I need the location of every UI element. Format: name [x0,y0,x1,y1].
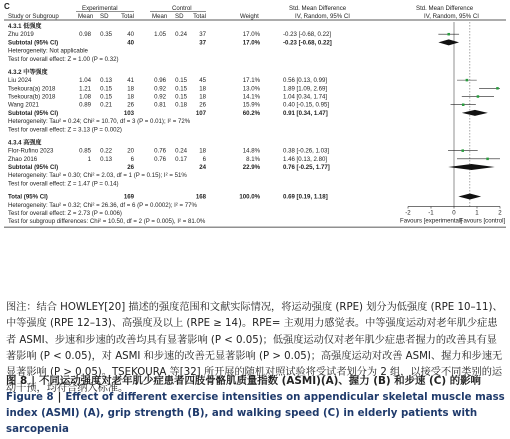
cell-c-sd: 0.15 [175,93,187,101]
study-marker [447,33,450,36]
total-heterogeneity: Heterogeneity: Tau² = 0.32; Chi² = 26.36, df = 6 (P = 0.0002); I² = 77% [8,201,197,209]
header-total-e: Total [121,13,134,20]
study-marker [466,79,469,82]
header-smd-plot: Std. Mean Difference [416,5,474,12]
cell-weight: 17.0% [242,31,260,39]
x-tick-label: 1 [475,209,479,217]
study-name: Zhao 2016 [8,155,38,163]
subtotal-c-total: 37 [199,39,206,47]
study-name: Flor-Rufino 2023 [8,147,54,155]
cell-ci: 0.56 [0.13, 0.99] [283,77,328,85]
heterogeneity-text: Heterogeneity: Tau² = 0.30; Chi² = 2.03, df = 1 (P = 0.15); I² = 51% [8,172,187,180]
cell-e-sd: 0.22 [100,147,112,155]
cell-e-mean: 1.08 [79,93,91,101]
cell-e-total: 6 [130,155,134,163]
cell-c-mean: 0.81 [154,101,166,109]
cell-e-total: 40 [127,31,134,39]
cell-c-mean: 0.96 [154,77,166,85]
cell-c-mean: 1.05 [154,31,166,39]
x-tick-label: -2 [405,209,411,217]
cell-c-sd: 0.18 [175,101,187,109]
header-total-c: Total [193,13,206,20]
cell-c-mean: 0.92 [154,93,166,101]
subtotal-weight: 22.9% [242,164,260,172]
x-tick-label: -1 [428,209,434,217]
subtotal-label: Subtotal (95% CI) [8,164,59,172]
x-tick-label: 2 [498,209,502,217]
cell-e-mean: 0.85 [79,147,91,155]
header-ci-method: IV, Random, 95% CI [295,13,350,20]
cell-weight: 15.9% [242,101,260,109]
cell-weight: 17.1% [242,77,260,85]
cell-c-total: 18 [199,93,206,101]
subtotal-label: Subtotal (95% CI) [8,39,59,47]
figure-note: 图注：结合 HOWLEY[20] 描述的强度范围和文献实际情况，将运动强度 (RPE) 划分为低强度 (RPE 10–11)、中等强度 (RPE 12–13)、高强度及以上 (RPE ≥ 14)。RPE= 主观用力感觉表。中等强度运动对老年肌少症患者 ASMI、步速和步速的改善均具有显著影响 (P < 0.05)；低强度运动仅对老年肌少症患者握力的改善具有显著影响 (P < 0.05)，对 ASMI 和步速的改善无显著影响 (P > 0.05)；高强度运动对改善 ASMI、握力和步速无显著影响 (P > 0.05)。TSEKOURA 等[32] 所开展的随机对照试验将受试者划分为 2 组，以接受不同类别的运动干预，均符合纳入标准。 [6,302,503,395]
panel-label: C [4,2,10,11]
header-weight: Weight [240,13,259,20]
cell-c-mean: 0.92 [154,85,166,93]
subtotal-e-total: 26 [127,164,134,172]
total-ci: 0.69 [0.19, 1.18] [283,193,328,201]
subgroup-title: 4.3.2 中等强度 [8,68,48,76]
study-name: Wang 2021 [8,101,39,109]
study-marker [496,87,499,90]
cell-e-sd: 0.35 [100,31,112,39]
cell-e-total: 18 [127,93,134,101]
figure-label-en: Figure 8 [6,392,54,403]
subtotal-diamond [462,110,488,116]
total-e-total: 169 [123,193,134,201]
cell-e-sd: 0.13 [100,77,112,85]
cell-c-total: 26 [199,101,206,109]
cell-e-mean: 1 [87,155,91,163]
figure-title-zh: 图 8 | 不同运动强度对老年肌少症患者四肢骨骼肌质量指数 (ASMI)(A)、握力 (B) 和步速 (C) 的影响 [6,375,481,387]
header-study: Study or Subgroup [8,13,59,20]
cell-c-sd: 0.24 [175,31,187,39]
cell-e-sd: 0.21 [100,101,112,109]
study-marker [462,103,465,106]
cell-e-total: 41 [127,77,134,85]
header-experimental: Experimental [82,5,118,12]
figure-title-en: Figure 8 | Effect of different exercise intensities on appendicular skeletal muscle mass index (ASMI) (A), grip strength (B), and walking speed (C) in elderly patients with sarcopenia [6,392,505,436]
cell-e-mean: 1.04 [79,77,91,85]
header-sd-c: SD [175,13,184,20]
subtotal-weight: 60.2% [242,109,260,117]
cell-c-total: 18 [199,85,206,93]
cell-c-total: 6 [202,155,206,163]
total-overall-effect: Test for overall effect: Z = 2.73 (P = 0.006) [8,209,122,217]
cell-c-total: 18 [199,147,206,155]
overall-effect-text: Test for overall effect: Z = 1.00 (P = 0.32) [8,55,119,63]
study-name: Tsekoura(a) 2018 [8,85,56,93]
cell-c-sd: 0.17 [175,155,187,163]
cell-weight: 14.1% [242,93,260,101]
cell-ci: 0.38 [-0.26, 1.03] [283,147,330,155]
cell-e-sd: 0.13 [100,155,112,163]
cell-weight: 13.0% [242,85,260,93]
header-sd-e: SD [100,13,109,20]
cell-ci: 0.40 [-0.15, 0.95] [283,101,330,109]
subtotal-weight: 17.0% [242,39,260,47]
subtotal-ci: 0.91 [0.34, 1.47] [283,109,328,117]
cell-e-sd: 0.15 [100,85,112,93]
subtotal-ci: -0.23 [-0.68, 0.22] [283,39,332,47]
study-name: Liu 2024 [8,77,32,85]
cell-ci: -0.23 [-0.68, 0.22] [283,31,332,39]
header-control: Control [172,5,192,12]
cell-c-total: 45 [199,77,206,85]
cell-e-total: 20 [127,147,134,155]
total-diamond [458,194,481,200]
cell-c-sd: 0.15 [175,77,187,85]
cell-ci: 1.04 [0.34, 1.74] [283,93,328,101]
header-smd: Std. Mean Difference [289,5,347,12]
subtotal-e-total: 40 [127,39,134,47]
cell-c-mean: 0.76 [154,155,166,163]
figure-label-zh: 图 8 [6,375,28,387]
study-marker [486,158,489,161]
study-name: Tsekoura(b) 2018 [8,93,56,101]
favours-control-label: Favours [control] [459,217,506,225]
cell-e-sd: 0.15 [100,93,112,101]
x-tick-label: 0 [452,209,456,217]
overall-effect-text: Test for overall effect: Z = 3.13 (P = 0.002) [8,126,122,134]
favours-experimental-label: Favours [experimental] [400,217,462,225]
cell-e-mean: 0.98 [79,31,91,39]
total-c-total: 168 [195,193,206,201]
header-mean-e: Mean [78,13,94,20]
cell-c-mean: 0.76 [154,147,166,155]
cell-ci: 1.46 [0.13, 2.80] [283,155,328,163]
subtotal-diamond [448,164,494,170]
cell-ci: 1.89 [1.09, 2.69] [283,85,328,93]
cell-e-total: 18 [127,85,134,93]
heterogeneity-text: Heterogeneity: Not applicable [8,47,88,55]
cell-c-total: 37 [199,31,206,39]
subtotal-c-total: 24 [199,164,206,172]
subtotal-ci: 0.76 [-0.25, 1.77] [283,164,330,172]
cell-c-sd: 0.24 [175,147,187,155]
subtotal-diamond [438,39,459,45]
subgroup-title: 4.3.1 低强度 [8,23,42,30]
subgroup-title: 4.3.4 高强度 [8,139,42,147]
cell-e-total: 26 [127,101,134,109]
subtotal-c-total: 107 [195,109,206,117]
heterogeneity-text: Heterogeneity: Tau² = 0.24; Chi² = 10.70, df = 3 (P = 0.01); I² = 72% [8,118,191,126]
total-weight: 100.0% [239,193,260,201]
study-marker [461,149,464,152]
header-mean-c: Mean [152,13,168,20]
study-name: Zhu 2019 [8,31,34,39]
cell-c-sd: 0.15 [175,85,187,93]
overall-effect-text: Test for overall effect: Z = 1.47 (P = 0.14) [8,180,119,188]
study-marker [477,95,480,98]
cell-weight: 14.8% [242,147,260,155]
subgroup-differences: Test for subgroup differences: Chi² = 10.50, df = 2 (P = 0.005), I² = 81.0% [8,218,206,226]
header-plot-method: IV, Random, 95% CI [424,13,479,20]
figure-text-zh: 不同运动强度对老年肌少症患者四肢骨骼肌质量指数 (ASMI)(A)、握力 (B) 和步速 (C) 的影响 [39,375,481,387]
total-label: Total (95% CI) [8,193,48,201]
cell-weight: 8.1% [246,155,260,163]
cell-e-mean: 0.89 [79,101,91,109]
figure-text-en: Effect of different exercise intensities on appendicular skeletal muscle mass index (ASMI) (A), grip strength (B), and walking speed (C) in elderly patients with sarcopenia [6,392,505,436]
subtotal-e-total: 103 [123,109,134,117]
subtotal-label: Subtotal (95% CI) [8,109,59,117]
cell-e-mean: 1.21 [79,85,91,93]
